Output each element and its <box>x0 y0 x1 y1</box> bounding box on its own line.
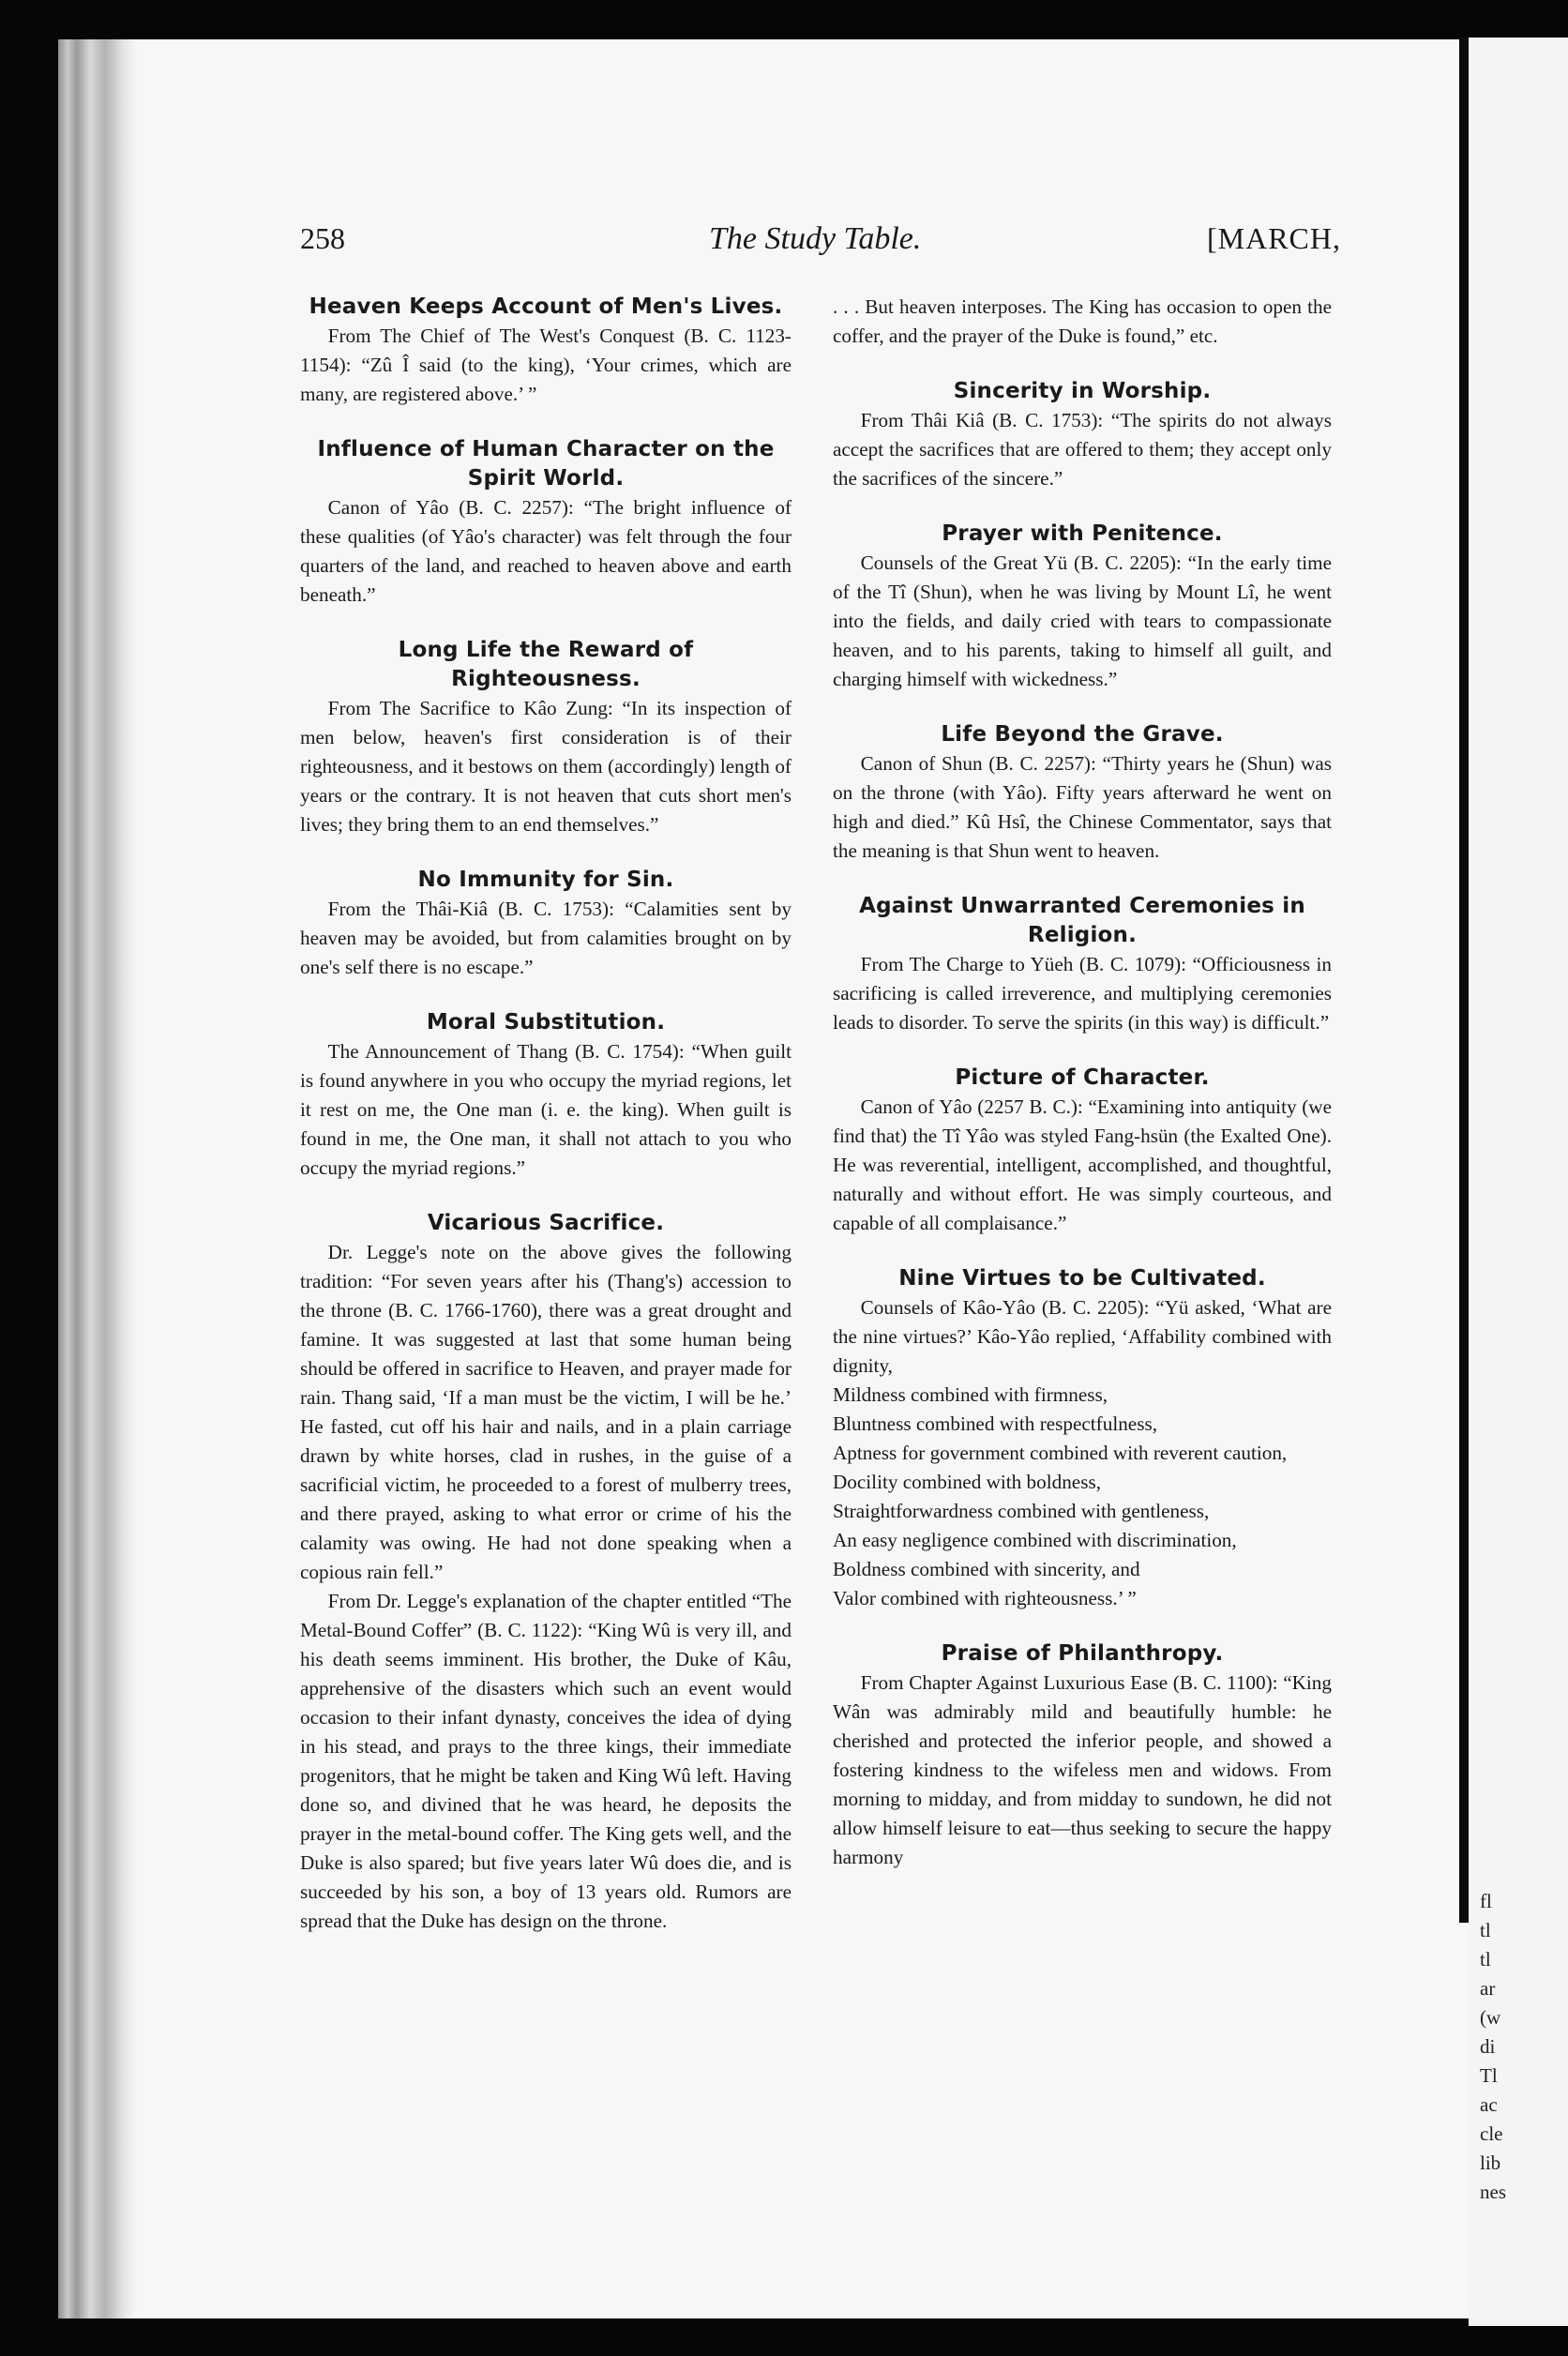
fragment-line: nes <box>1480 2181 1506 2203</box>
fragment-line: Tl <box>1480 2064 1498 2087</box>
fragment-line: tl <box>1480 1919 1491 1941</box>
virtue-line: Mildness combined with firmness, <box>833 1383 1108 1406</box>
section-body: Counsels of the Great Yü (B. C. 2205): “In the early time of the Tî (Shun), when he was living by Mount Lî, he went into the fields, and daily cried with tears to compassionate heaven, and to his parents, taking to himself all guilt, and charging himself with wickedness.” <box>833 551 1332 690</box>
fragment-line: tl <box>1480 1948 1491 1971</box>
section <box>833 1064 1332 1238</box>
virtue-line: Valor combined with righteousness.’ ” <box>833 1587 1137 1609</box>
page-number: 258 <box>300 221 345 255</box>
section <box>833 377 1332 493</box>
section-body: Canon of Shun (B. C. 2257): “Thirty years he (Shun) was on the throne (with Yâo). Fifty years afterward he went on high and died.” Kû Hsî, the Chinese Commentator, says that the meaning is that Shun went to heaven. <box>833 752 1332 862</box>
section <box>833 892 1332 1037</box>
section-heading: Life Beyond the Grave. <box>941 722 1224 747</box>
section-body: Dr. Legge's note on the above gives the following tradition: “For seven years after his (Thang's) accession to the throne (B. C. 1766-1760), there was a great drought and famine. It was suggested at last that some human being should be offered in sacrifice to Heaven, and prayer made for rain. Thang said, ‘If a man must be the victim, I will be he.’ He fasted, cut off his hair and nails, and in a plain carriage drawn by white horses, clad in rushes, in the guise of a sacrificial victim, he proceeded to a forest of mulberry trees, and there prayed, asking to what error or crime of his the calamity was owing. He had not done speaking when a copious rain fell.” <box>300 1241 792 1583</box>
section-body: From Chapter Against Luxurious Ease (B. C. 1100): “King Wân was admirably mild and beautifully humble: he cherished and protected the inferior people, and showed a fostering kindness to the wifeless men and widows. From morning to midday, and from midday to sundown, he did not allow himself leisure to eat—thus seeking to secure the happy harmony <box>833 1671 1332 1868</box>
section-heading: Heaven Keeps Account of Men's Lives. <box>309 294 783 319</box>
section <box>300 293 792 409</box>
running-month: [MARCH, <box>1206 221 1341 255</box>
page-edge-shadow <box>1459 38 1469 1923</box>
section <box>833 293 1332 351</box>
fragment-line: di <box>1480 2035 1496 2058</box>
section-heading: No Immunity for Sin. <box>417 868 674 892</box>
section-body: From The Sacrifice to Kâo Zung: “In its inspection of men below, heaven's first consideration is of their righteousness, and it bestows on them (accordingly) length of years or the contrary. It is not heaven that cuts short men's lives; they bring them to an end themselves.” <box>300 697 792 836</box>
virtue-line: An easy negligence combined with discrimination, <box>833 1529 1237 1551</box>
section-heading: Against Unwarranted Ceremonies in Religion. <box>859 894 1305 947</box>
section <box>300 636 792 839</box>
section <box>833 1264 1332 1613</box>
virtue-line: Boldness combined with sincerity, and <box>833 1558 1140 1580</box>
continued-text: . . . But heaven interposes. The King has occasion to open the coffer, and the prayer of the Duke is found,” etc. <box>833 295 1332 347</box>
section-heading: Praise of Philanthropy. <box>941 1641 1224 1666</box>
virtue-line: Straightforwardness combined with gentleness, <box>833 1500 1210 1522</box>
section <box>833 520 1332 694</box>
fragment-line: ar <box>1480 1977 1496 2000</box>
adjacent-page-fragment <box>1469 38 1568 2326</box>
section-body: Canon of Yâo (B. C. 2257): “The bright influence of these qualities (of Yâo's character) was felt through the four quarters of the land, and reached to heaven above and earth beneath.” <box>300 496 792 606</box>
section-heading: Nine Virtues to be Cultivated. <box>898 1266 1266 1291</box>
section <box>833 720 1332 866</box>
section-heading: Prayer with Penitence. <box>942 521 1223 546</box>
section-body: From the Thâi-Kiâ (B. C. 1753): “Calamities sent by heaven may be avoided, but from calamities brought on by one's self there is no escape.” <box>300 898 792 978</box>
fragment-line: fl <box>1480 1890 1492 1912</box>
running-header <box>300 218 1341 263</box>
section <box>300 866 792 982</box>
section-heading: Sincerity in Worship. <box>953 379 1212 403</box>
section-body: From Thâi Kiâ (B. C. 1753): “The spirits do not always accept the sacrifices that are offered to them; they accept only the sacrifices of the sincere.” <box>833 409 1332 490</box>
running-title: The Study Table. <box>709 221 922 256</box>
section <box>300 435 792 610</box>
section-heading: Long Life the Reward of Righteousness. <box>398 638 694 691</box>
right-column <box>833 293 1332 1898</box>
section-body: From The Chief of The West's Conquest (B. C. 1123-1154): “Zû Î said (to the king), ‘Your crimes, which are many, are registered above.’ ” <box>300 325 792 405</box>
section-body: The Announcement of Thang (B. C. 1754): “When guilt is found anywhere in you who occupy the myriad regions, let it rest on me, the One man (i. e. the king). When guilt is found in me, the One man, it shall not attach to you who occupy the myriad regions.” <box>300 1040 792 1179</box>
section <box>300 1008 792 1183</box>
virtue-line: Docility combined with boldness, <box>833 1471 1102 1493</box>
book-gutter <box>58 39 137 2318</box>
section-heading: Influence of Human Character on the Spirit World. <box>317 437 775 491</box>
fragment-line: cle <box>1480 2122 1503 2145</box>
fragment-line: (w <box>1480 2006 1501 2029</box>
section <box>300 1209 792 1936</box>
virtue-line: Aptness for government combined with reverent caution, <box>833 1442 1288 1464</box>
section-heading: Moral Substitution. <box>426 1010 666 1035</box>
section-body: Canon of Yâo (2257 B. C.): “Examining into antiquity (we find that) the Tî Yâo was styled Fang-hsün (the Exalted One). He was reverential, intelligent, accomplished, and thoughtful, naturally and without effort. He was simply courteous, and capable of all complaisance.” <box>833 1095 1332 1234</box>
section-body: From The Charge to Yüeh (B. C. 1079): “Officiousness in sacrificing is called irreverence, and multiplying ceremonies leads to disorder. To serve the spirits (in this way) is difficult.” <box>833 953 1332 1034</box>
section-body: From Dr. Legge's explanation of the chapter entitled “The Metal-Bound Coffer” (B. C. 1122): “King Wû is very ill, and his death seems imminent. His brother, the Duke of Kâu, apprehensive of the disasters which such an event would occasion to their infant dynasty, conceives the idea of dying in his stead, and prays to the three kings, their immediate progenitors, that he might be taken and King Wû left. Having done so, and divined that he was heard, he deposits the prayer in the metal-bound coffer. The King gets well, and the Duke is also spared; but five years later Wû does die, and is succeeded by his son, a boy of 13 years old. Rumors are spread that the Duke has design on the throne. <box>300 1590 792 1932</box>
section-heading: Picture of Character. <box>955 1065 1210 1090</box>
section-body: Counsels of Kâo-Yâo (B. C. 2205): “Yü asked, ‘What are the nine virtues?’ Kâo-Yâo replied, ‘Affability combined with dignity, <box>833 1296 1332 1377</box>
fragment-line: lib <box>1480 2152 1501 2174</box>
fragment-line: ac <box>1480 2093 1498 2116</box>
section <box>833 1639 1332 1872</box>
left-column <box>300 293 792 1962</box>
virtue-line: Bluntness combined with respectfulness, <box>833 1412 1158 1435</box>
section-heading: Vicarious Sacrifice. <box>427 1211 665 1235</box>
